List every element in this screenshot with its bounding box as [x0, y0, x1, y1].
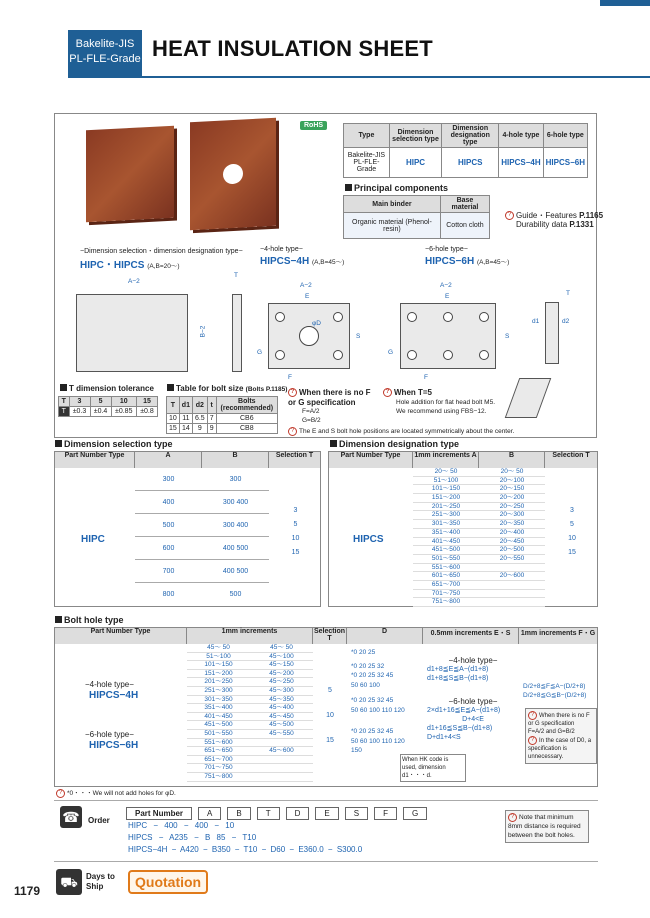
dim-des-row: [413, 520, 545, 529]
bolt-hole: [275, 350, 285, 360]
t5-note-2: We recommend using FBS−12.: [396, 408, 487, 415]
bolt-hole-title: Bolt hole type: [55, 615, 124, 625]
bolt-cell: 6.5: [192, 414, 207, 424]
b-cell: 20〜400: [499, 528, 525, 536]
pn-header: A: [198, 807, 221, 820]
b-cell: 20〜250: [499, 502, 525, 510]
a-cell: 451〜500: [431, 546, 461, 554]
bolt-hole-row: [187, 661, 313, 670]
h4-drawing-title: −4-hole type−: [260, 246, 303, 253]
pn-header: T: [257, 807, 280, 820]
principal-title: Principal components: [345, 183, 448, 193]
bolt-head: t: [207, 397, 216, 414]
info-icon: ?: [383, 388, 392, 397]
b-cell: 45〜450: [269, 712, 294, 720]
truck-icon: ⛟: [56, 869, 82, 895]
b-cell: 20〜450: [499, 537, 525, 545]
info-icon: ?: [288, 388, 297, 397]
bolt-hole-row: [187, 670, 313, 679]
h6-g-label: G: [388, 349, 394, 356]
col-type: Part Number Type: [329, 452, 413, 468]
bolt-size-title: Table for bolt size (Bolts P.1185): [167, 384, 287, 393]
col-t: Selection T: [313, 628, 346, 642]
dim-des-row: [413, 572, 545, 581]
bolt-head: T: [167, 397, 180, 414]
col-d: D: [347, 628, 423, 644]
bolt-hole: [333, 350, 343, 360]
bolt-hole-row: [187, 696, 313, 705]
bolt-hole-rows: [187, 644, 313, 782]
bolt-cell: 11: [179, 414, 192, 424]
bolt-hole-table: [54, 627, 598, 787]
plate-photo-hole: [190, 118, 276, 231]
bolt-cell: 14: [179, 424, 192, 434]
type-header: Type: [344, 124, 390, 148]
dim-des-row: [413, 581, 545, 590]
hipcs-4h-cell: HIPCS−4H: [499, 148, 543, 178]
a-cell: 751〜800: [204, 772, 233, 780]
base-material-header: Base material: [440, 196, 489, 213]
b-cell: 45〜250: [269, 678, 294, 686]
hipc-cell: HIPC: [389, 148, 441, 178]
info-icon: ?: [528, 736, 537, 745]
info-icon: ?: [288, 427, 297, 436]
dim-sel-row: 700 400 500: [135, 560, 269, 583]
bolt-hole: [275, 312, 285, 322]
col-b: B: [202, 452, 269, 468]
t-cell: T: [59, 407, 70, 417]
dim-des-type: HIPCS: [353, 534, 384, 545]
h4-a-label: A−2: [300, 282, 312, 289]
col-ab: 1mm increments: [187, 628, 313, 644]
a-cell: 701〜750: [431, 589, 461, 597]
square-bullet-icon: [345, 184, 352, 191]
pn-header-row: [126, 807, 427, 820]
a-cell: 151〜200: [204, 669, 233, 677]
col-es: 0.5mm increments E・S: [423, 628, 519, 644]
a-cell: 501〜550: [431, 554, 461, 562]
col-b: B: [479, 452, 545, 468]
bolt-hole-row: [187, 773, 313, 782]
dim-des-row: [413, 598, 545, 607]
b-cell: 45〜200: [269, 669, 294, 677]
dim-des-row: [413, 494, 545, 503]
b-cell: 45〜 50: [270, 644, 293, 651]
a-cell: 451〜500: [204, 721, 233, 729]
bolt-hole-row: [187, 713, 313, 722]
a-cell: 251〜300: [431, 511, 461, 519]
base-cell: Cotton cloth: [440, 213, 489, 239]
page-number: 1179: [14, 884, 41, 898]
dim-des-table: [328, 451, 598, 607]
t-head: 5: [90, 397, 111, 407]
h6-e-label: E: [445, 293, 450, 300]
b-cell: 20〜150: [499, 485, 525, 493]
col-a: 1mm increments A: [413, 452, 479, 468]
dim-des-row: [413, 538, 545, 547]
dim-sel-table: [54, 451, 321, 607]
bolt-hole: [479, 312, 489, 322]
info-icon: ?: [56, 789, 65, 798]
a-cell: 45〜 50: [207, 644, 230, 651]
a-cell: 651〜650: [204, 747, 233, 755]
a-cell: 301〜350: [431, 520, 461, 528]
bh-fg-block: D/2+8≦F≦A−(D/2+8) D/2+8≦G≦B−(D/2+8): [523, 683, 587, 699]
bolt-hole-row: [187, 678, 313, 687]
dim-des-header-row: [329, 452, 597, 468]
b-cell: 20〜350: [499, 520, 525, 528]
bolt-cell: 9: [192, 424, 207, 434]
col-fg: 1mm increments F・G: [520, 630, 596, 637]
bolt-hole: [443, 350, 453, 360]
a-cell: 551〜600: [204, 738, 233, 746]
dim-des-row: [413, 503, 545, 512]
pn-header: D: [286, 807, 310, 820]
t-cell: ±0.4: [90, 407, 111, 417]
dim-sel-row: 800 500: [162, 591, 242, 598]
t-cell: ±0.85: [111, 407, 136, 417]
bh-h6-type: HIPCS−6H: [89, 740, 139, 751]
fg-note-box: ? When there is no F or G specification F=A/2 and G=B/2 ? In the case of D0, a specification is unnecessary.: [525, 708, 597, 764]
bolt-cell: 9: [207, 424, 216, 434]
bh-h4-type: HIPCS−4H: [89, 690, 139, 701]
t-cell: ±0.8: [136, 407, 157, 417]
info-icon: ?: [505, 211, 514, 220]
section-t-label: T: [566, 290, 570, 297]
h4-g-label: G: [257, 349, 263, 356]
bolt-hole-row: [187, 653, 313, 662]
type-cell: Bakelite-JIS PL-FLE-Grade: [344, 148, 390, 178]
a-cell: 51〜100: [433, 476, 459, 484]
dim-sel-row: 600 400 500: [135, 537, 269, 560]
b-cell: 20〜300: [499, 511, 525, 519]
b-cell: [250, 773, 313, 781]
t-head: 3: [69, 397, 90, 407]
plate-thickness-drawing: [232, 294, 242, 372]
b-cell: 20〜500: [499, 546, 525, 554]
a-cell: 401〜450: [204, 712, 233, 720]
dim-t-label: T: [234, 272, 238, 279]
title-divider: [68, 76, 650, 78]
order-label: Order: [88, 816, 110, 825]
dim-des-row: [413, 546, 545, 555]
a-cell: 151〜200: [431, 494, 461, 502]
a-cell: 101〜150: [431, 485, 461, 493]
binder-cell: Organic material (Phenol-resin): [344, 213, 441, 239]
pn-header: F: [374, 807, 397, 820]
principal-table: [343, 195, 490, 239]
tag-line-2: PL-FLE-Grade: [69, 53, 141, 65]
h6-f-label: F: [424, 374, 428, 381]
b-cell: [479, 581, 545, 589]
a-cell: 201〜250: [431, 502, 461, 510]
h4-s-label: S: [356, 333, 361, 340]
hk-note: When HK code is used, dimension d1・・・d.: [400, 754, 466, 782]
dim-des-row: [413, 529, 545, 538]
bolt-hole-row: [187, 644, 313, 653]
col-type: Part Number Type: [55, 452, 135, 468]
dim-des-rows: [413, 468, 545, 607]
a-cell: 701〜750: [204, 764, 233, 772]
bolt-hole: [407, 350, 417, 360]
square-bullet-icon: [55, 440, 62, 447]
order-example-1: HIPC − 400 − 400 − 10: [128, 821, 235, 830]
symmetry-note: ? The E and S bolt hole positions are located symmetrically about the center.: [288, 427, 514, 436]
h4-header: 4-hole type: [499, 124, 543, 148]
six-hole-drawing: [400, 303, 496, 369]
bolt-hole-row: [187, 704, 313, 713]
bolt-hole-row: [187, 756, 313, 765]
a-cell: 201〜250: [204, 678, 233, 686]
bolt-hole: [407, 312, 417, 322]
col-a: A: [135, 452, 202, 468]
col-t: Selection T: [275, 452, 314, 459]
bolt-cell: 7: [207, 414, 216, 424]
bolt-cell: 15: [167, 424, 180, 434]
h6-a-label: A−2: [440, 282, 452, 289]
section-d2-label: d2: [562, 318, 570, 325]
material-tag: [68, 30, 142, 76]
bolt-hole-row: [187, 730, 313, 739]
bolt-hole: [443, 312, 453, 322]
b-cell: 45〜100: [269, 652, 294, 660]
dim-des-title: Dimension designation type: [330, 439, 459, 449]
h6-s-label: S: [505, 333, 510, 340]
days-to-ship-label: Days to Ship: [86, 872, 115, 891]
bolt-cell: CB8: [216, 424, 277, 434]
bolt-head: d1: [179, 397, 192, 414]
bolt-size-table: [166, 396, 278, 434]
t5-note: ? When T=5: [383, 388, 432, 397]
a-cell: 651〜700: [431, 580, 461, 588]
a-cell: 20〜 50: [434, 468, 458, 475]
a-cell: 501〜550: [204, 729, 233, 737]
plain-plate-drawing: [76, 294, 188, 372]
top-accent-bar: [600, 0, 650, 6]
dim-des-row: [413, 511, 545, 520]
b-cell: 20〜100: [499, 476, 525, 484]
bolt-hole: [333, 312, 343, 322]
main-binder-header: Main binder: [344, 196, 441, 213]
dim-sel-row: 500 300 400: [135, 514, 269, 537]
center-hole: [299, 326, 319, 346]
tag-line-1: Bakelite-JIS: [75, 38, 135, 50]
b-cell: 20〜 50: [500, 468, 524, 475]
info-icon: ?: [508, 813, 517, 822]
dim-des-row: [413, 564, 545, 573]
rohs-badge: RoHS: [300, 121, 327, 130]
dim-des-row: [413, 590, 545, 599]
pn-header: S: [345, 807, 368, 820]
b-cell: 20〜550: [499, 554, 525, 562]
section-d1-label: d1: [532, 318, 540, 325]
b-cell: 45〜500: [269, 721, 294, 729]
bolt-section-drawing: [545, 302, 559, 364]
type-table: [343, 123, 588, 178]
h6-drawing-title: −6-hole type−: [425, 246, 468, 253]
col-t: Selection T: [552, 452, 590, 459]
dim-sel-header: Dimension selection type: [389, 124, 441, 148]
square-bullet-icon: [55, 616, 62, 623]
t-tol-table: [58, 396, 158, 417]
dim-sel-title: Dimension selection type: [55, 439, 173, 449]
bh-h4-label: −4-hole type−: [85, 680, 134, 689]
star-note: ? *0・・・We will not add holes for φD.: [56, 788, 176, 798]
bolt-hole-header-row: [55, 628, 597, 644]
four-hole-drawing: [268, 303, 350, 369]
bolt-hole: [479, 350, 489, 360]
a-cell: 401〜450: [431, 537, 461, 545]
a-cell: 351〜400: [204, 704, 233, 712]
guide-link[interactable]: ? Guide・Features P.1165: [505, 210, 603, 221]
sel-drawing-types: HIPC・HIPCS (A,B=20〜): [80, 260, 180, 271]
dim-des-row: [413, 477, 545, 486]
dim-b-label: B−2: [199, 325, 207, 338]
dim-des-row: [413, 555, 545, 564]
a-cell: 51〜100: [206, 652, 231, 660]
fg-note: ? When there is no F or G specification: [288, 388, 371, 407]
bh-es-block: −4-hole type− d1+8≦E≦A−(d1+8) d1+8≦S≦B−(d1+8) −6-hole type− 2×d1+16≦E≦A−(d1+8) D+4<E d1+16≦S≦B−(d1+8) D+d1+4<S: [427, 656, 501, 741]
dim-des-row: [413, 485, 545, 494]
t5-note-1: Hole addition for flat head bolt M5.: [396, 399, 496, 406]
bolt-cell: 10: [167, 414, 180, 424]
bolt-hole-row: [187, 747, 313, 756]
bolt-head: Bolts (recommended): [216, 397, 277, 414]
t-tol-title: T dimension tolerance: [60, 384, 154, 393]
phone-icon: ☎: [60, 806, 82, 828]
dim-a-label: A−2: [128, 278, 140, 285]
dim-sel-row: 400 300 400: [135, 491, 269, 514]
bh-t-values: 5 10 15: [326, 687, 334, 744]
b-cell: 45〜400: [269, 704, 294, 712]
dim-des-header: Dimension designation type: [442, 124, 499, 148]
quotation-badge[interactable]: Quotation: [128, 870, 208, 894]
square-bullet-icon: [330, 440, 337, 447]
h4-f-label: F: [288, 374, 292, 381]
b-cell: [250, 756, 313, 764]
t-cell: ±0.3: [69, 407, 90, 417]
a-cell: 101〜150: [204, 661, 233, 669]
dim-sel-row: 300 300: [135, 468, 269, 491]
dim-sel-type: HIPC: [81, 534, 105, 545]
hipcs-6h-cell: HIPCS−6H: [543, 148, 587, 178]
a-cell: 551〜600: [431, 563, 461, 571]
dim-des-t-values: 3 5 10 15: [568, 507, 576, 556]
b-cell: [250, 764, 313, 772]
b-cell: 45〜600: [269, 747, 294, 755]
bh-h6-label: −6-hole type−: [85, 730, 134, 739]
pn-header: G: [403, 807, 427, 820]
b-cell: 45〜550: [269, 729, 294, 737]
h6-header: 6-hole type: [543, 124, 587, 148]
dim-des-row: [413, 468, 545, 477]
col-type: Part Number Type: [55, 628, 187, 644]
h4-drawing-types: HIPCS−4H (A,B=45〜): [260, 256, 345, 267]
h4-d-label: φD: [312, 320, 321, 327]
a-cell: 301〜350: [204, 695, 233, 703]
a-cell: 751〜800: [431, 598, 461, 606]
order-note: ? Note that minimum 8mm distance is required between the bolt holes.: [505, 810, 589, 843]
bh-d-values: *0 20 25 *0 20 25 32 *0 20 25 32 45 50 60 100 *0 20 25 32 45 50 60 100 110 120 *0 20 25 32 45 50 60 100 110 120 150: [351, 649, 405, 754]
bolt-hole-row: [187, 739, 313, 748]
hipcs-cell: HIPCS: [442, 148, 499, 178]
t-head: 15: [136, 397, 157, 407]
order-example-3: HIPCS−4H − A420 − B350 − T10 − D60 − E360.0 − S300.0: [128, 845, 363, 854]
b-cell: 45〜350: [269, 695, 294, 703]
bolt-cell: CB6: [216, 414, 277, 424]
pn-header: E: [315, 807, 338, 820]
b-cell: 45〜150: [269, 661, 294, 669]
h4-e-label: E: [305, 293, 310, 300]
bolt-hole-row: [187, 764, 313, 773]
plate-photo-plain: [86, 126, 174, 223]
pn-header: Part Number: [126, 807, 192, 820]
a-cell: 651〜700: [204, 755, 233, 763]
fg-note-g: G=B/2: [302, 417, 321, 424]
h6-drawing-types: HIPCS−6H (A,B=45〜): [425, 256, 510, 267]
bolt-hole-row: [187, 687, 313, 696]
info-icon: ?: [528, 711, 537, 720]
square-bullet-icon: [60, 384, 67, 391]
order-example-2: HIPCS − A235 − B 85 − T10: [128, 833, 257, 842]
square-bullet-icon: [167, 384, 174, 391]
page-title: HEAT INSULATION SHEET: [152, 36, 433, 61]
a-cell: 351〜400: [431, 528, 461, 536]
b-cell: 20〜200: [499, 494, 525, 502]
pn-header: B: [227, 807, 250, 820]
fg-note-f: F=A/2: [302, 408, 320, 415]
dim-sel-t-values: 3 5 10 15: [291, 507, 300, 556]
plate-center-hole: [223, 163, 243, 184]
sel-drawing-title: −Dimension selection・dimension designation type−: [80, 248, 243, 255]
t-head: T: [59, 397, 70, 407]
dim-sel-header-row: [55, 452, 320, 468]
b-cell: 20〜600: [499, 572, 525, 580]
durability-link[interactable]: Durability data P.1331: [516, 220, 594, 229]
t-head: 10: [111, 397, 136, 407]
b-cell: 45〜300: [269, 686, 294, 694]
b-cell: [250, 739, 313, 747]
a-cell: 601〜650: [431, 572, 461, 580]
b-cell: [479, 564, 545, 572]
b-cell: [479, 598, 545, 606]
bolt-head: d2: [192, 397, 207, 414]
dim-sel-rows: [135, 468, 269, 606]
a-cell: 251〜300: [204, 686, 233, 694]
bolt-hole-row: [187, 721, 313, 730]
b-cell: [479, 590, 545, 598]
